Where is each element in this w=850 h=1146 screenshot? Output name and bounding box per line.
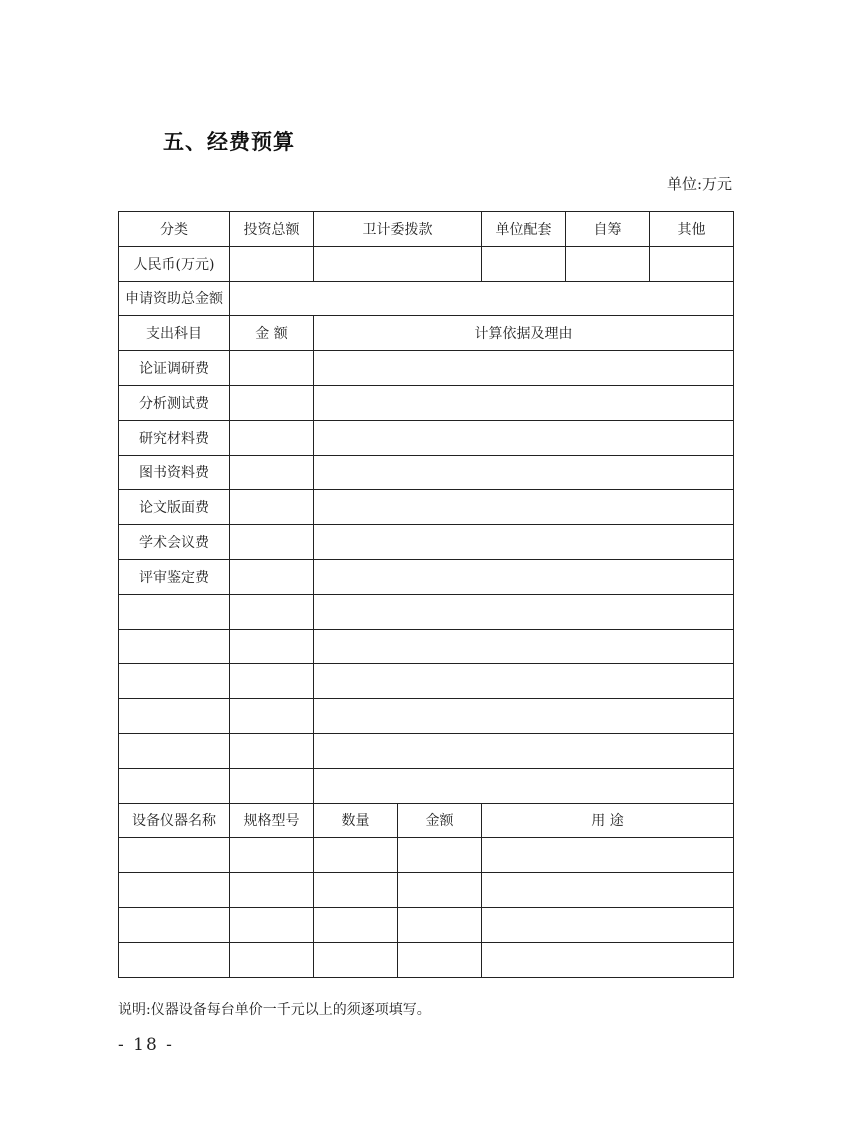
expense-blank-row: [119, 664, 734, 699]
expense-blank-row: [119, 629, 734, 664]
expense-row: [119, 490, 734, 525]
equipment-name-cell[interactable]: [119, 838, 230, 873]
expense-basis-cell[interactable]: [314, 455, 734, 490]
expense-amount-cell[interactable]: [230, 733, 314, 768]
expense-item-label: 论证调研费: [119, 351, 230, 386]
equipment-amount-cell[interactable]: [398, 838, 482, 873]
total-row-label: 申请资助总金额: [119, 281, 230, 316]
expense-amount-cell[interactable]: [230, 351, 314, 386]
expense-basis-cell[interactable]: [314, 490, 734, 525]
expense-row: [119, 455, 734, 490]
expense-blank-row: [119, 733, 734, 768]
expense-subject-cell[interactable]: [119, 594, 230, 629]
expense-blank-row: [119, 768, 734, 803]
expense-subject-cell[interactable]: [119, 664, 230, 699]
expense-amount-cell[interactable]: [230, 629, 314, 664]
expense-basis-cell[interactable]: [314, 385, 734, 420]
header-total-investment: 投资总额: [230, 212, 314, 247]
expense-amount-cell[interactable]: [230, 455, 314, 490]
header-self-raised: 自筹: [566, 212, 650, 247]
expense-item-label: 分析测试费: [119, 385, 230, 420]
total-amount-cell[interactable]: [230, 281, 734, 316]
expense-amount-cell[interactable]: [230, 594, 314, 629]
equipment-header-quantity: 数量: [314, 803, 398, 838]
page-number: - 18 -: [118, 1035, 174, 1055]
expense-header-row: [119, 316, 734, 351]
expense-item-label: 学术会议费: [119, 525, 230, 560]
expense-basis-cell[interactable]: [314, 664, 734, 699]
expense-basis-cell[interactable]: [314, 559, 734, 594]
equipment-header-purpose: 用 途: [482, 803, 734, 838]
expense-blank-row: [119, 594, 734, 629]
header-other: 其他: [650, 212, 734, 247]
equipment-quantity-cell[interactable]: [314, 838, 398, 873]
expense-item-label: 图书资料费: [119, 455, 230, 490]
expense-row: [119, 385, 734, 420]
equipment-row: [119, 838, 734, 873]
expense-amount-cell[interactable]: [230, 490, 314, 525]
rmb-other-cell[interactable]: [650, 246, 734, 281]
equipment-name-cell[interactable]: [119, 907, 230, 942]
expense-basis-cell[interactable]: [314, 420, 734, 455]
equipment-amount-cell[interactable]: [398, 873, 482, 908]
equipment-purpose-cell[interactable]: [482, 907, 734, 942]
note-text: 说明:仪器设备每台单价一千元以上的须逐项填写。: [118, 1002, 431, 1018]
equipment-header-amount: 金额: [398, 803, 482, 838]
expense-amount-cell[interactable]: [230, 664, 314, 699]
header-commission-funding: 卫计委拨款: [314, 212, 482, 247]
equipment-quantity-cell[interactable]: [314, 873, 398, 908]
rmb-row: [119, 246, 734, 281]
equipment-row: [119, 942, 734, 977]
expense-basis-cell[interactable]: [314, 733, 734, 768]
expense-amount-cell[interactable]: [230, 420, 314, 455]
expense-amount-cell[interactable]: [230, 559, 314, 594]
header-category: 分类: [119, 212, 230, 247]
expense-row: [119, 420, 734, 455]
rmb-unit-cell[interactable]: [482, 246, 566, 281]
total-row: [119, 281, 734, 316]
equipment-amount-cell[interactable]: [398, 907, 482, 942]
expense-header-amount: 金 额: [230, 316, 314, 351]
rmb-total-cell[interactable]: [230, 246, 314, 281]
expense-amount-cell[interactable]: [230, 385, 314, 420]
expense-amount-cell[interactable]: [230, 768, 314, 803]
expense-row: [119, 351, 734, 386]
equipment-purpose-cell[interactable]: [482, 838, 734, 873]
expense-subject-cell[interactable]: [119, 699, 230, 734]
expense-row: [119, 525, 734, 560]
equipment-header-name: 设备仪器名称: [119, 803, 230, 838]
equipment-purpose-cell[interactable]: [482, 873, 734, 908]
expense-amount-cell[interactable]: [230, 525, 314, 560]
budget-table: [118, 211, 734, 978]
budget-header-row: [119, 212, 734, 247]
equipment-amount-cell[interactable]: [398, 942, 482, 977]
rmb-commission-cell[interactable]: [314, 246, 482, 281]
expense-blank-row: [119, 699, 734, 734]
expense-basis-cell[interactable]: [314, 699, 734, 734]
expense-row: [119, 559, 734, 594]
equipment-name-cell[interactable]: [119, 873, 230, 908]
expense-header-basis: 计算依据及理由: [314, 316, 734, 351]
equipment-quantity-cell[interactable]: [314, 942, 398, 977]
expense-subject-cell[interactable]: [119, 629, 230, 664]
expense-item-label: 研究材料费: [119, 420, 230, 455]
rmb-row-label: 人民币(万元): [119, 246, 230, 281]
expense-basis-cell[interactable]: [314, 351, 734, 386]
equipment-row: [119, 907, 734, 942]
equipment-model-cell[interactable]: [230, 838, 314, 873]
expense-amount-cell[interactable]: [230, 699, 314, 734]
expense-header-subject: 支出科目: [119, 316, 230, 351]
equipment-header-model: 规格型号: [230, 803, 314, 838]
equipment-quantity-cell[interactable]: [314, 907, 398, 942]
equipment-purpose-cell[interactable]: [482, 942, 734, 977]
header-unit-matching: 单位配套: [482, 212, 566, 247]
expense-item-label: 评审鉴定费: [119, 559, 230, 594]
expense-basis-cell[interactable]: [314, 525, 734, 560]
expense-item-label: 论文版面费: [119, 490, 230, 525]
equipment-header-row: [119, 803, 734, 838]
expense-subject-cell[interactable]: [119, 733, 230, 768]
equipment-model-cell[interactable]: [230, 873, 314, 908]
expense-subject-cell[interactable]: [119, 768, 230, 803]
equipment-model-cell[interactable]: [230, 942, 314, 977]
unit-label: 单位:万元: [666, 175, 732, 193]
expense-basis-cell[interactable]: [314, 768, 734, 803]
equipment-model-cell[interactable]: [230, 907, 314, 942]
expense-basis-cell[interactable]: [314, 629, 734, 664]
rmb-self-cell[interactable]: [566, 246, 650, 281]
section-title: 五、经费预算: [163, 130, 295, 154]
equipment-name-cell[interactable]: [119, 942, 230, 977]
expense-basis-cell[interactable]: [314, 594, 734, 629]
equipment-row: [119, 873, 734, 908]
